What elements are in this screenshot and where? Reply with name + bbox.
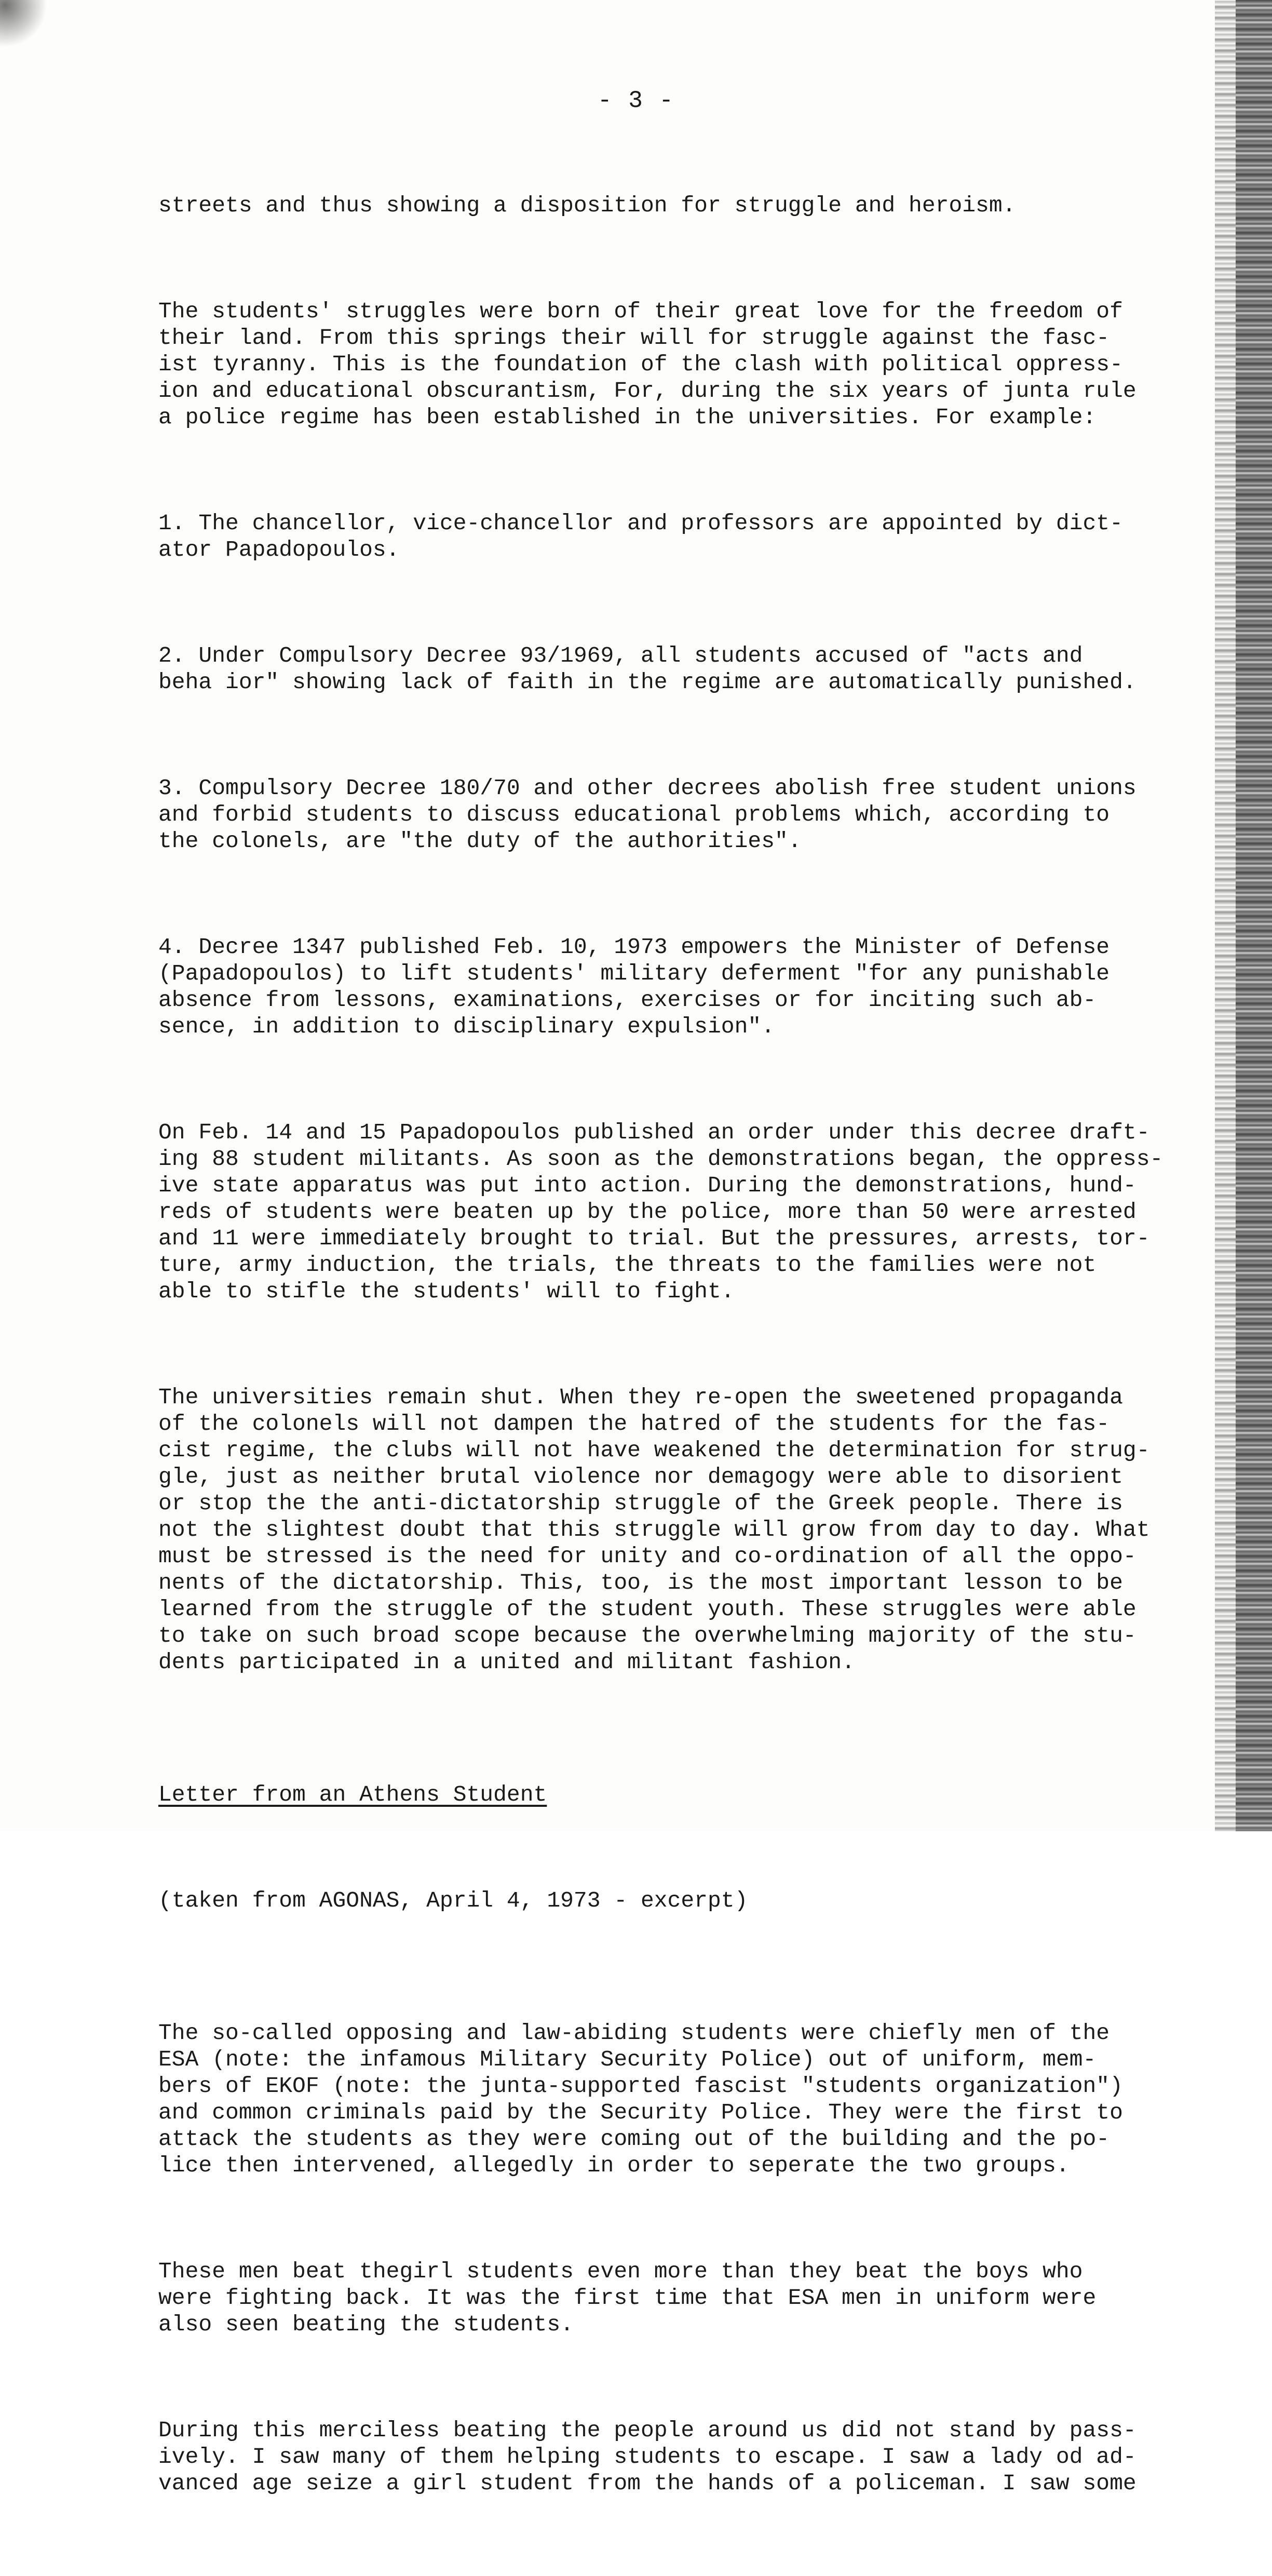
paragraph-universities-shut: The universities remain shut. When they re-open the sweetened propaganda of the colonels will not dampen the hatred of the students for the fas- cist regime, the clubs will not have weakened the determination for strug- gle, just as neither brutal violence nor demagogy were able to disorient or stop the the anti-dictatorship struggle of the Greek people. There is not the slightest doubt that this struggle will grow from day to day. What must be stressed is the need for unity and co-ordination of all the oppo- nents of the dictatorship. This, too, is the most important lesson to be learned from the struggle of the student youth. These struggles were able to take on such broad scope because the overwhelming majority of the stu- dents participated in a united and militant fashion. [158,1385,1150,1675]
page-body [158,139,1217,2576]
list-item-4: 4. Decree 1347 published Feb. 10, 1973 empowers the Minister of Defense (Papadopoulos) to lift students' military deferment "for any punishable absence from lessons, examinations, exercises or for inciting such ab- sence, in addition to disciplinary expulsion". [158,934,1110,1039]
list-item-3: 3. Compulsory Decree 180/70 and other decrees abolish free student unions and forbid students to discuss educational problems which, according to the colonels, are "the duty of the authorities". [158,775,1136,854]
paragraph-continuation: streets and thus showing a disposition for struggle and heroism. [158,193,1016,218]
section-source: (taken from AGONAS, April 4, 1973 - excerpt) [158,1888,748,1913]
section-heading: Letter from an Athens Student [158,1782,547,1807]
scan-edge-artifact-right [1236,0,1272,1831]
list-item-1: 1. The chancellor, vice-chancellor and professors are appointed by dict- ator Papadopoulos. [158,511,1123,562]
letter-paragraph-2: These men beat thegirl students even more than they beat the boys who were fighting back. It was the first time that ESA men in uniform were also seen beating the students. [158,2259,1097,2337]
letter-paragraph-1: The so-called opposing and law-abiding students were chiefly men of the ESA (note: the infamous Military Security Police) out of uniform, mem- bers of EKOF (note: the junta-supported fascist "students organization") and common criminals paid by the Security Police. They were the first to attack the students as they were coming out of the building and the po- lice then intervened, allegedly in order to seperate the two groups. [158,2020,1123,2178]
letter-paragraph-3: During this merciless beating the people around us did not stand by pass- ively. I saw many of them helping students to escape. I saw a lady od ad- vanced age seize a girl student from the hands of a policeman. I saw some [158,2418,1136,2496]
list-item-2: 2. Under Compulsory Decree 93/1969, all students accused of "acts and beha ior" showing lack of faith in the regime are automatically punished. [158,643,1136,695]
paragraph-feb-14-15: On Feb. 14 and 15 Papadopoulos published an order under this decree draft- ing 88 student militants. As soon as the demonstrations began, the oppress- ive state apparatus was put into action. During the demonstrations, hund- reds of students were beaten up by the police, more than 50 were arrested and 11 were immediately brought to trial. But the pressures, arrests, tor- ture, army induction, the trials, the threats to the families were not able to stifle the students' will to fight. [158,1120,1163,1304]
scan-edge-shadow [1215,0,1236,1831]
page-number: - 3 - [597,87,675,114]
paragraph-students-struggles: The students' struggles were born of their great love for the freedom of their land. From this springs their will for struggle against the fasc- ist tyranny. This is the foundation of the clash with political oppress- ion and educational obscurantism, For, during the six years of junta rule a police regime has been established in the universities. For example: [158,299,1136,430]
